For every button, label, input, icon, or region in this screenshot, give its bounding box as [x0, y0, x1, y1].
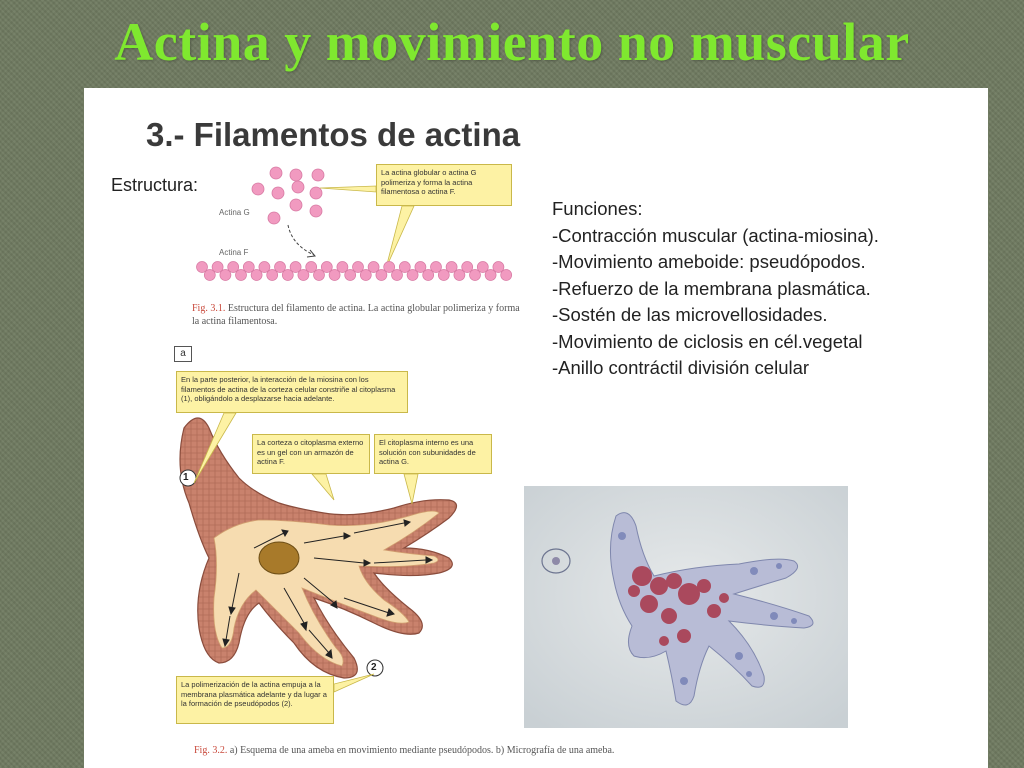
fig32-text: a) Esquema de una ameba en movimiento mediante pseudópodos. b) Micrografía de una ameba.: [229, 745, 615, 756]
slide-title: Actina y movimiento no muscular: [114, 12, 910, 72]
function-item: -Movimiento ameboide: pseudópodos.: [552, 251, 866, 272]
estructura-label: Estructura:: [111, 175, 199, 195]
callout-pointers: [184, 408, 524, 728]
functions-list: [552, 196, 879, 382]
function-item: -Sostén de las microvellosidades.: [552, 304, 828, 325]
amoeba-micrograph: [524, 486, 848, 728]
actina-g-label: Actina G: [219, 208, 250, 217]
actin-g-bead: [290, 199, 302, 211]
section-heading: 3.- Filamentos de actina: [146, 116, 521, 153]
function-item: -Anillo contráctil división celular: [552, 357, 810, 378]
functions-title: Funciones:: [552, 198, 643, 219]
callout-cortex: La corteza o citoplasma externo es un gel con un armazón de actina F.: [252, 434, 370, 474]
actin-g-bead: [252, 183, 264, 195]
function-item: -Refuerzo de la membrana plasmática.: [552, 277, 871, 299]
callout-polymerize: La actina globular o actina G polimeriza y forma la actina filamentosa o actina F.: [376, 164, 512, 206]
actin-g-bead: [270, 167, 282, 179]
fig31-text: Estructura del filamento de actina. La actina globular polimeriza y forma la actina filamentosa.: [192, 303, 520, 327]
marker-2: 2: [371, 662, 377, 673]
fig31-label: Fig. 3.1.: [192, 303, 226, 314]
actina-f-label: Actina F: [219, 248, 249, 257]
actin-f-bead: [501, 270, 512, 281]
function-item: -Contracción muscular (actina-miosina).: [552, 224, 879, 246]
actin-g-bead: [292, 181, 304, 193]
actin-f-filament: [196, 256, 516, 286]
marker-1: 1: [183, 472, 189, 483]
actin-g-bead: [272, 187, 284, 199]
fig31-caption: [192, 302, 522, 328]
panel-a-label: a: [174, 346, 192, 362]
fig32-caption: [194, 744, 894, 757]
callout-posterior: En la parte posterior, la interacción de la miosina con los filamentos de actina de la corteza celular constriñe al citoplasma (1), obligándolo a desplazarse hacia adelante.: [176, 371, 408, 413]
function-item: -Movimiento de ciclosis en cél.vegetal: [552, 330, 863, 352]
actin-g-bead: [268, 212, 280, 224]
callout-polymerization: La polimerización de la actina empuja a la membrana plasmática adelante y da lugar a la formación de pseudópodos (2).: [176, 676, 334, 724]
callout-internal: El citoplasma interno es una solución con subunidades de actina G.: [374, 434, 492, 474]
textbook-image: [84, 88, 988, 768]
fig32-label: Fig. 3.2.: [194, 745, 228, 756]
actin-g-bead: [290, 169, 302, 181]
